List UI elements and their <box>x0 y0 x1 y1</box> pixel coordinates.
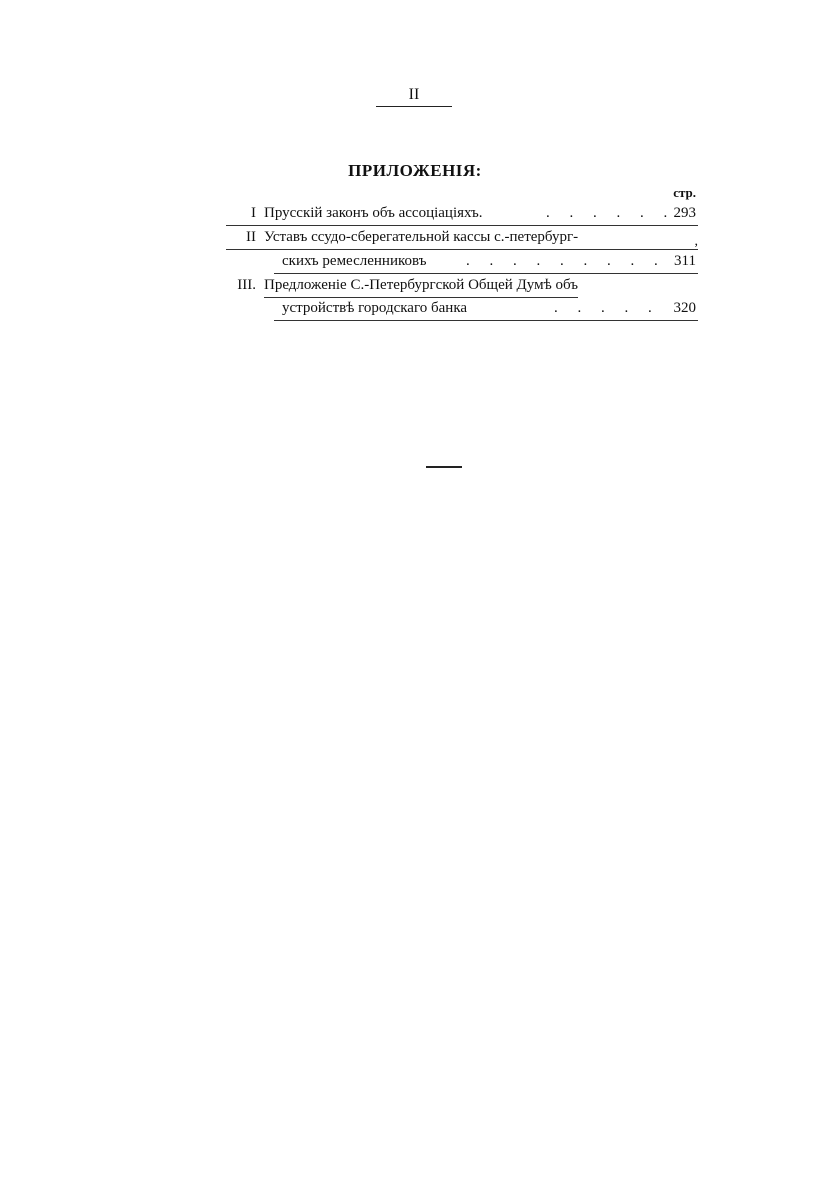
toc-leader-dots: . . . . . <box>554 300 660 316</box>
toc-page-number: 293 <box>673 205 696 221</box>
toc-entry-title: Прусскій законъ объ ассоціаціяхъ. <box>264 205 483 221</box>
toc-entry-title: Предложеніе С.-Петербургской Общей Думѣ объ <box>264 274 578 298</box>
toc-entry-title-continuation: устройствѣ городскаго банка <box>282 300 468 316</box>
stray-mark: , <box>694 234 698 249</box>
toc-entry-number: II <box>246 229 256 245</box>
table-of-contents <box>226 202 698 321</box>
toc-entry-number: I <box>251 205 256 221</box>
toc-entry-number: III. <box>237 277 256 293</box>
toc-page-number: 311 <box>674 253 696 269</box>
toc-entry-2-line-2 <box>274 250 698 274</box>
page-number: II <box>376 86 452 107</box>
toc-leader-dots: . . . . . . <box>546 205 676 221</box>
toc-page-number: 320 <box>673 300 696 316</box>
toc-entry-3-line-1 <box>226 274 698 297</box>
toc-leader-dots: . . . . . . . . . <box>466 253 666 269</box>
section-heading: ПРИЛОЖЕНІЯ: <box>348 161 482 180</box>
page-column-label: стр. <box>673 185 696 200</box>
toc-entry-2-line-1 <box>226 226 698 250</box>
section-divider <box>426 466 462 468</box>
toc-entry-title: Уставъ ссудо-сберегательной кассы с.-петербург- <box>264 229 579 245</box>
toc-entry-title-continuation: скихъ ремесленниковъ <box>282 253 427 269</box>
toc-entry-1 <box>226 202 698 226</box>
toc-entry-3-line-2 <box>274 297 698 321</box>
